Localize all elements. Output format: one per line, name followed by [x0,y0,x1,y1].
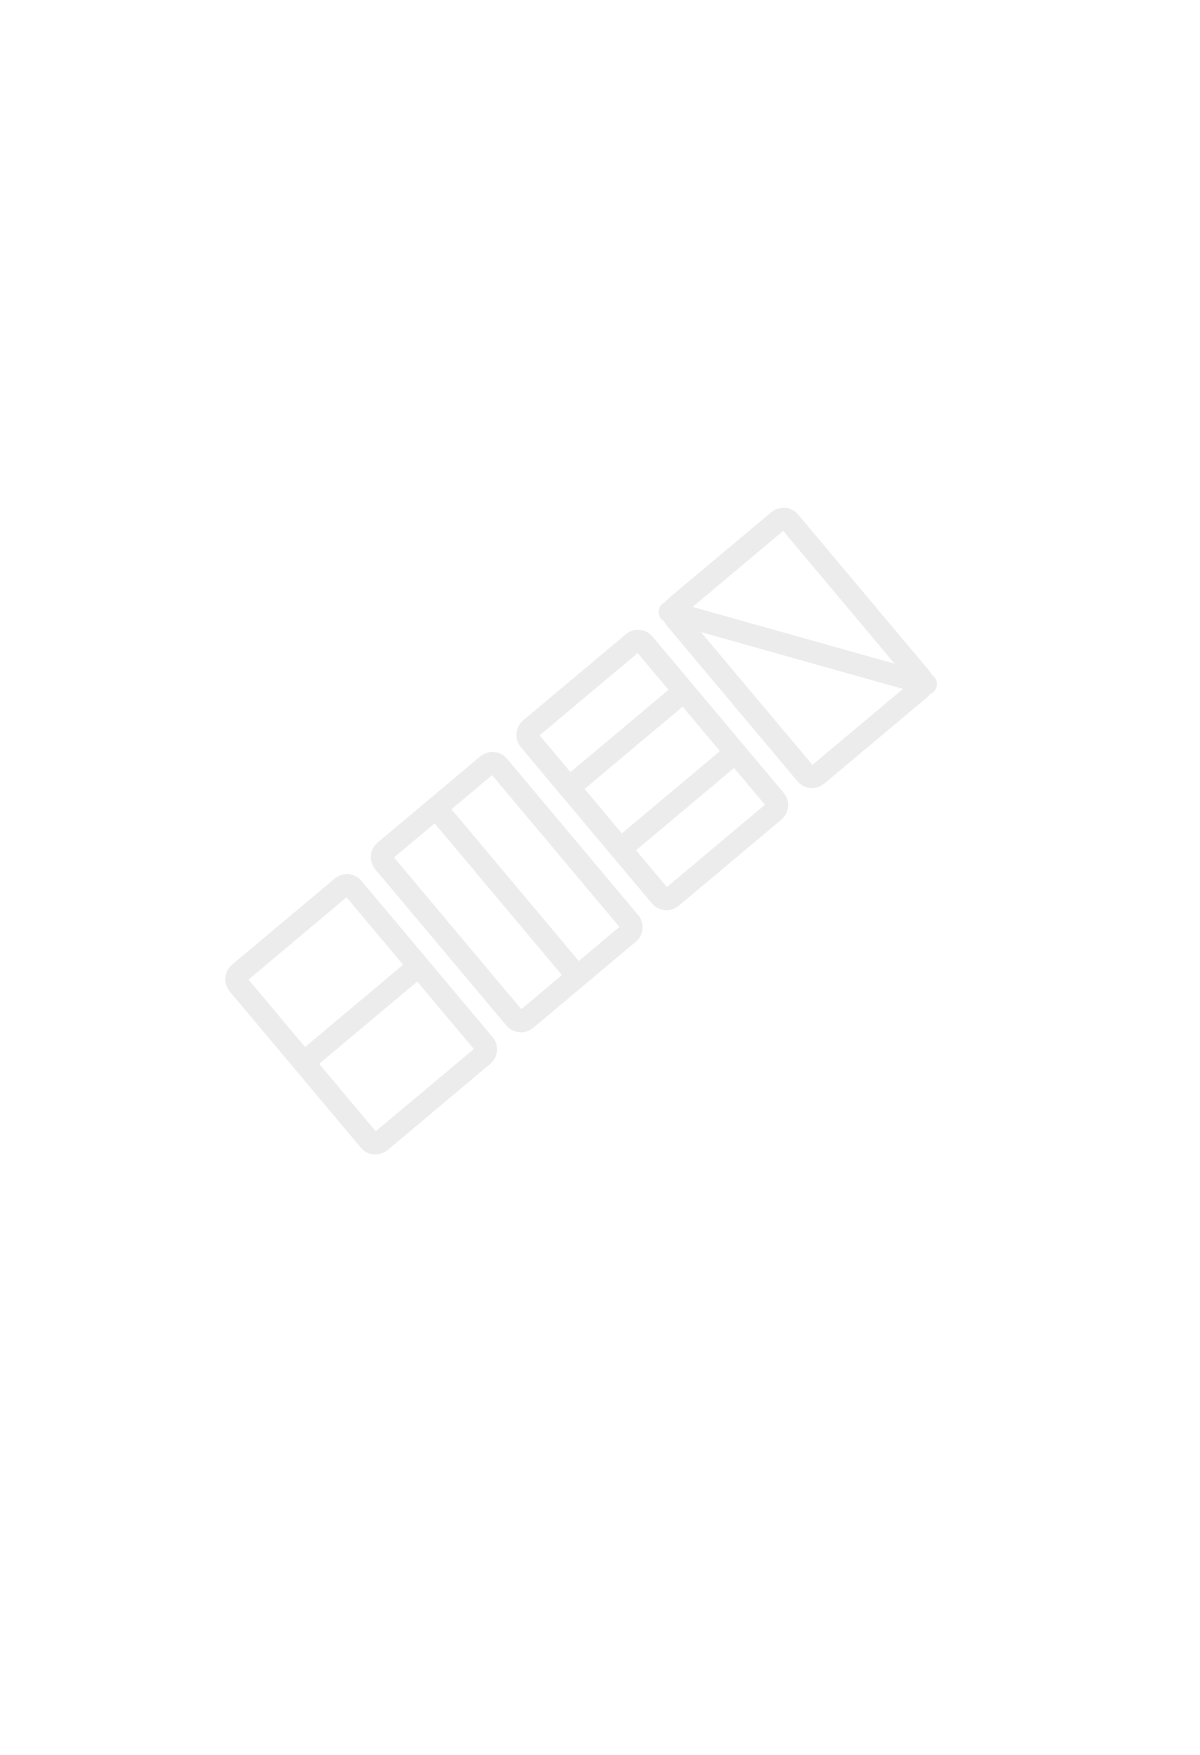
watermark-graphic [170,460,1030,1220]
watermark [170,460,1030,1220]
document-content [73,52,1143,94]
